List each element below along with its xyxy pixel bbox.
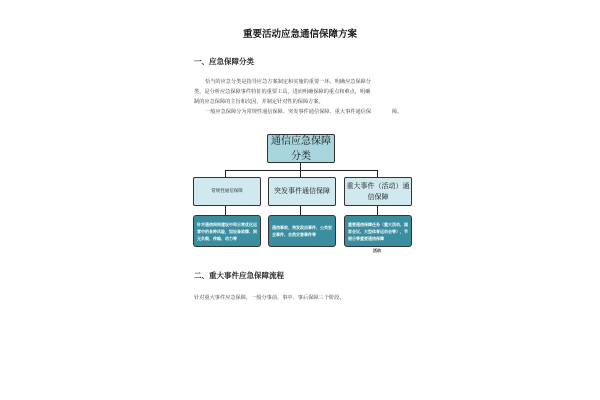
- section2-heading: 二、重大事件应急保障流程: [194, 271, 284, 280]
- detail-text: 重要通信保障任务（重大活动、国家会议、大型体育运动会等），节假日等重要通信保障: [348, 221, 408, 241]
- connector-detail-2: [300, 206, 301, 215]
- category-node-routine: [193, 177, 261, 206]
- section1-paragraph-line: 类，是分析应急保障事件特征的重要工具，进而明确保障的重点和难点，明确: [194, 89, 371, 95]
- connector-branch-3: [377, 170, 378, 177]
- chart-root-node: [267, 134, 335, 163]
- detail-node-routine: [193, 215, 261, 247]
- category-node-emergency: [268, 177, 336, 206]
- category-label: 重大事件（活动）通信保障: [346, 181, 410, 201]
- connector-horizontal: [225, 170, 378, 171]
- section1-paragraph-line: 一般应急保障分为常规性通信保障、突发事件通信保障、重大事件通信保: [205, 109, 372, 115]
- category-label: 突发事件通信保障: [274, 187, 330, 195]
- section1-heading: 一、应急保障分类: [194, 57, 254, 66]
- connector-detail-1: [225, 206, 226, 215]
- document-title: 重要活动应急通信保障方案: [242, 29, 357, 40]
- section1-paragraph-line: 障。: [392, 109, 403, 115]
- detail-node-major-event: [344, 215, 412, 247]
- section1-paragraph-line: 恰当的应急分类是指导应急方案制定和实施的重要一环。明确应急保障分: [205, 79, 372, 85]
- connector-root-down: [300, 163, 301, 170]
- detail-node-emergency: [268, 215, 336, 247]
- category-label: 常规性通信保障: [211, 188, 243, 194]
- connector-detail-3: [377, 206, 378, 215]
- connector-branch-1: [225, 170, 226, 177]
- category-node-major-event: [344, 177, 412, 206]
- section2-paragraph: 针对重大事件应急保障，一般分事前、事中、事后保障三个阶段。: [194, 295, 345, 301]
- detail-text: 通信事故、突发政治事件、公共安全事件、自然灾害事件等: [272, 225, 332, 237]
- chart-root-label: 通信应急保障分类: [271, 135, 331, 162]
- detail-text: 针对通信网络建设中和日常优化运营中的各种风险，如设备故障、网元负载、传输、动力等: [197, 221, 257, 241]
- connector-branch-2: [300, 170, 301, 177]
- detail-overflow-text: 活动: [373, 248, 381, 253]
- section1-paragraph-line: 制的应急保障的主旨和次因，并制定针对性的保障方案。: [194, 99, 324, 105]
